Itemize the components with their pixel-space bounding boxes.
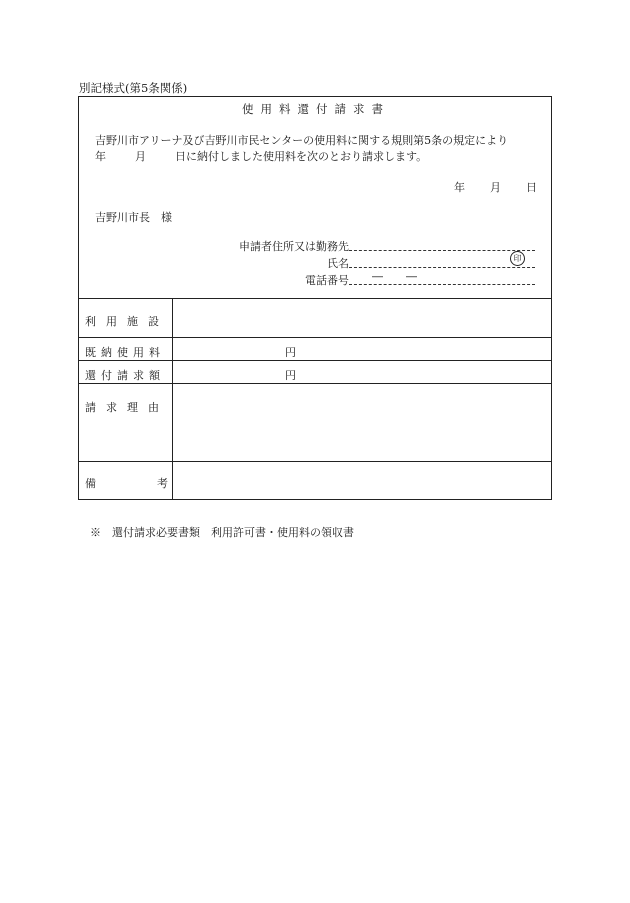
row-divider <box>79 461 551 462</box>
request-form <box>78 96 552 500</box>
row-divider <box>79 360 551 361</box>
phone-separator-2: ― <box>406 270 417 283</box>
phone-separator-1: ― <box>372 270 383 283</box>
remarks-label-right: 考 <box>157 477 168 490</box>
applicant-phone-field[interactable] <box>349 284 535 285</box>
table-column-divider <box>172 298 173 499</box>
refund-amount-yen-unit: 円 <box>285 369 296 382</box>
applicant-name-field[interactable] <box>349 267 535 268</box>
required-documents-note: ※ 還付請求必要書類 利用許可書・使用料の領収書 <box>90 526 354 539</box>
reason-field[interactable] <box>174 385 550 460</box>
request-date-year: 年 <box>454 181 465 194</box>
applicant-address-label: 申請者住所又は勤務先 <box>239 240 349 253</box>
addressee: 吉野川市長 様 <box>95 211 172 224</box>
payment-month-label: 月 <box>135 150 146 163</box>
applicant-name-label: 氏名 <box>327 257 349 270</box>
applicant-address-field[interactable] <box>349 250 535 251</box>
facility-label: 利用施設 <box>85 315 169 328</box>
applicant-phone-label: 電話番号 <box>305 274 349 287</box>
request-text-line-1: 吉野川市アリーナ及び吉野川市民センターの使用料に関する規則第5条の規定により <box>95 134 509 147</box>
seal-mark: 印 <box>510 251 525 266</box>
request-text-line-2 <box>95 148 427 164</box>
remarks-field[interactable] <box>174 463 550 499</box>
refund-amount-label: 還付請求額 <box>85 369 165 382</box>
facility-field[interactable] <box>174 299 550 337</box>
paid-fee-yen-unit: 円 <box>285 346 296 359</box>
payment-year-label: 年 <box>95 150 106 163</box>
payment-day-text: 日に納付しました使用料を次のとおり請求します。 <box>175 150 428 163</box>
row-divider <box>79 383 551 384</box>
document-title: 使用料還付請求書 <box>242 102 390 116</box>
row-divider <box>79 337 551 338</box>
request-date-month: 月 <box>490 181 501 194</box>
request-date-day: 日 <box>526 181 537 194</box>
paid-fee-label: 既納使用料 <box>85 346 165 359</box>
reason-label: 請求理由 <box>85 401 169 414</box>
remarks-label-left: 備 <box>85 477 96 490</box>
form-style-label: 別記様式(第5条関係) <box>79 81 188 95</box>
